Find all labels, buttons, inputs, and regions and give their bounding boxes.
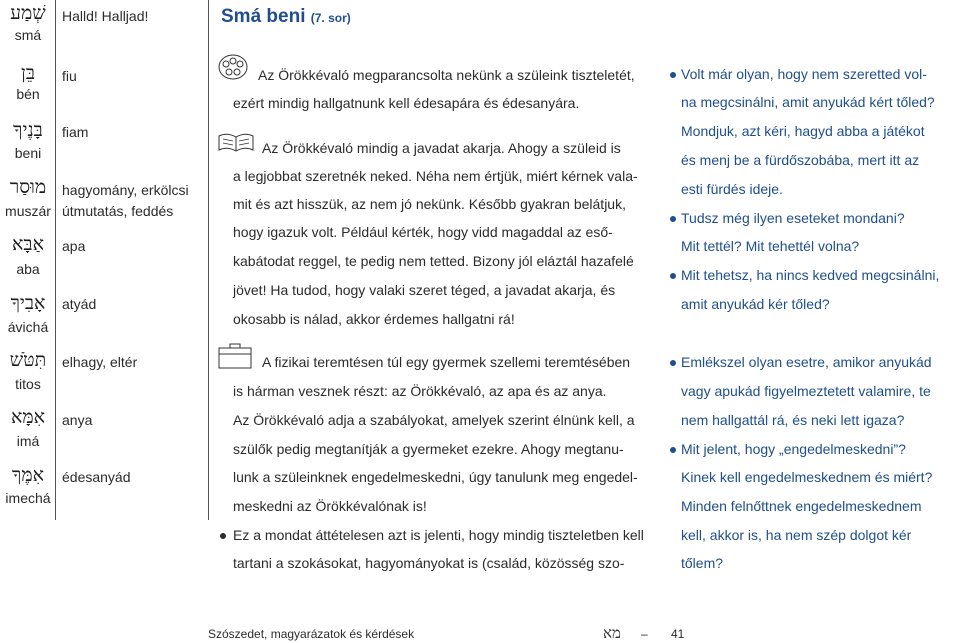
vocab-hebrew: בֵּן: [21, 62, 35, 84]
bullet: [670, 216, 676, 222]
paragraph-line: lunk a szüleinknek engedelmeskedni, úgy tanulunk meg engedel-: [233, 469, 638, 485]
vocab-meaning: fiu: [62, 68, 77, 84]
footer-hebrew-page: מא: [603, 624, 621, 642]
paragraph-line: tartani a szokásokat, hagyományokat is (család, közösség szo-: [233, 555, 625, 571]
footer-label: Szószedet, magyarázatok és kérdések: [208, 627, 415, 641]
vocab-hebrew: אַבָּא: [12, 233, 44, 255]
vocab-meaning: édesanyád: [62, 469, 131, 485]
paragraph-line: mit és azt hisszük, az nem jó nekünk. Később gyakran belátjuk,: [233, 196, 626, 212]
vocab-translit: imá: [16, 433, 40, 449]
vocab-meaning-cont: útmutatás, feddés: [62, 203, 174, 219]
vocab-meaning: apa: [62, 238, 86, 254]
vocab-translit: titos: [15, 376, 41, 392]
vocab-translit: smá: [14, 27, 42, 43]
briefcase-icon: [217, 340, 253, 375]
page-number: 41: [671, 627, 685, 641]
bullet: [670, 447, 676, 453]
paragraph-line: Az Örökkévaló megparancsolta nekünk a szüleink tiszteletét,: [258, 67, 635, 83]
vocab-translit: muszár: [5, 203, 51, 219]
bullet: [220, 533, 226, 539]
question-line: vagy apukád figyelmeztetett valamire, te: [681, 383, 931, 399]
question-line: Emlékszel olyan esetre, amikor anyukád: [681, 354, 932, 370]
paragraph-line: kabátodat reggel, te pedig nem tetted. Bizony jól eláztál hazafelé: [233, 253, 634, 269]
question-line: Tudsz még ilyen eseteket mondani?: [681, 210, 905, 226]
question-line: Mit tehetsz, ha nincs kedved megcsinálni,: [681, 267, 940, 283]
question-line: Mit jelent, hogy „engedelmeskedni”?: [681, 441, 906, 457]
vocab-meaning: hagyomány, erkölcsi: [62, 182, 189, 198]
question-line: Minden felnőttnek engedelmeskednem: [681, 498, 922, 514]
vocab-hebrew: תִּטֹּשׁ: [9, 349, 47, 371]
paragraph-line: Ez a mondat áttételesen azt is jelenti, hogy mindig tiszteletben kell: [233, 527, 644, 543]
vocab-hebrew: שְׁמַע: [10, 2, 46, 24]
paragraph-line: A fizikai teremtésen túl egy gyermek szellemi teremtésében: [262, 354, 631, 370]
question-line: és menj be a fürdőszobába, mert itt az: [681, 152, 920, 168]
paragraph-line: is hárman vesznek részt: az Örökkévaló, az apa és az anya.: [233, 383, 607, 399]
column-divider: [55, 0, 56, 520]
vocab-translit: ávichá: [7, 319, 49, 335]
paragraph-line: ezért mindig hallgatnunk kell édesapára és édesanyára.: [233, 95, 580, 111]
people-icon: [217, 52, 249, 87]
vocab-meaning: elhagy, eltér: [62, 354, 138, 370]
vocab-meaning: fiam: [62, 124, 89, 140]
vocab-hebrew: אִמֶּךָ: [12, 464, 44, 486]
vocab-hebrew: מוּסַר: [9, 176, 47, 198]
title-row-ref: (7. sor): [310, 11, 351, 25]
vocab-translit: bén: [16, 86, 40, 102]
question-line: Mondjuk, azt kéri, hagyd abba a játékot: [681, 123, 925, 139]
vocab-hebrew: אִמָּא: [10, 406, 46, 428]
vocab-hebrew: בָּנֶיךָ: [13, 119, 43, 141]
vocab-meaning: Halld! Halljad!: [62, 8, 149, 24]
vocab-translit: beni: [14, 145, 42, 161]
vocab-meaning: anya: [62, 412, 93, 428]
question-line: amit anyukád kér tőled?: [681, 296, 830, 312]
question-line: Volt már olyan, hogy nem szeretted vol-: [681, 66, 927, 82]
paragraph-line: szülők pedig megtanítják a gyermeket ezekre. Ahogy megtanu-: [233, 441, 624, 457]
question-line: esti fürdés ideje.: [681, 181, 783, 197]
question-line: tőlem?: [681, 555, 724, 571]
footer-dash: –: [641, 627, 648, 641]
vocab-translit: aba: [16, 261, 40, 277]
column-divider: [208, 0, 209, 520]
paragraph-line: okosabb is nálad, akkor érdemes hallgatni rá!: [233, 311, 515, 327]
bullet: [670, 360, 676, 366]
question-line: Kinek kell engedelmeskednem és miért?: [681, 469, 933, 485]
bullet: [670, 273, 676, 279]
question-line: na megcsinálni, amit anyukád kért tőled?: [681, 94, 935, 110]
paragraph-line: meskedni az Örökkévalónak is!: [233, 498, 427, 514]
question-line: kell, akkor is, ha nem szép dolgot kér: [681, 527, 912, 543]
bullet: [670, 72, 676, 78]
paragraph-line: hogy igazuk volt. Például kérték, hogy vidd magaddal az eső-: [233, 224, 613, 240]
vocab-translit: imechá: [5, 490, 51, 506]
paragraph-line: a legjobbat szeretnék neked. Néha nem értjük, miért kérnek vala-: [233, 168, 638, 184]
paragraph-line: Az Örökkévaló adja a szabályokat, amelyek szerint élnünk kell, a: [233, 412, 635, 428]
question-line: Mit tettél? Mit tehettél volna?: [681, 238, 860, 254]
paragraph-line: Az Örökkévaló mindig a javadat akarja. Ahogy a szüleid is: [262, 140, 621, 156]
paragraph-line: jövet! Ha tudod, hogy valaki szeret téged, a javadat akarja, és: [233, 282, 616, 298]
question-line: nem hallgattál rá, és neki lett igaza?: [681, 412, 905, 428]
page-title: Smá beni (7. sor): [221, 6, 351, 27]
vocab-meaning: atyád: [62, 296, 97, 312]
open-book-icon: [217, 130, 255, 159]
vocab-hebrew: אָבִיךָ: [10, 292, 46, 314]
